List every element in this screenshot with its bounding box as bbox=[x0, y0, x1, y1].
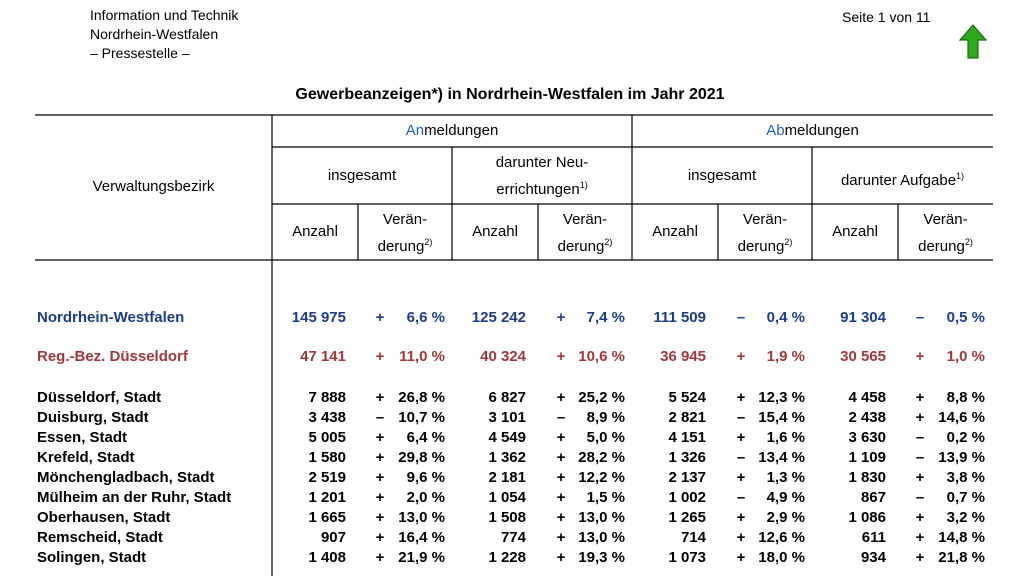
org-line-2: Nordrhein-Westfalen bbox=[90, 26, 219, 42]
cell-veraenderung: 13,4 % bbox=[758, 449, 805, 466]
cell-sign: – bbox=[915, 429, 925, 446]
cell-veraenderung: 25,2 % bbox=[578, 389, 625, 406]
cell-sign: – bbox=[556, 409, 566, 426]
cell-anzahl: 145 975 bbox=[291, 309, 346, 326]
cell-anzahl: 5 524 bbox=[668, 389, 706, 406]
cell-sign: – bbox=[915, 449, 925, 466]
cell-anzahl: 867 bbox=[860, 489, 886, 506]
cell-veraenderung: 2,0 % bbox=[406, 489, 445, 506]
header-anzahl: Anzahl bbox=[472, 223, 518, 240]
cell-anzahl: 2 137 bbox=[668, 469, 706, 486]
cell-sign: + bbox=[736, 549, 746, 566]
cell-veraenderung: 1,3 % bbox=[766, 469, 805, 486]
cell-veraenderung: 8,9 % bbox=[586, 409, 625, 426]
cell-anzahl: 111 509 bbox=[653, 309, 706, 326]
cell-sign: + bbox=[556, 529, 566, 546]
cell-sign: – bbox=[375, 409, 385, 426]
cell-sign: + bbox=[736, 389, 746, 406]
cell-veraenderung: 13,9 % bbox=[938, 449, 985, 466]
an-prefix: An bbox=[405, 122, 425, 139]
cell-sign: + bbox=[556, 449, 566, 466]
cell-anzahl: 2 519 bbox=[308, 469, 346, 486]
row-name: Mönchengladbach, Stadt bbox=[37, 469, 215, 486]
cell-sign: – bbox=[736, 309, 746, 326]
cell-anzahl: 30 565 bbox=[840, 348, 886, 365]
ab-suffix: meldungen bbox=[784, 122, 859, 139]
table-row bbox=[0, 489, 1024, 509]
org-line-3: – Pressestelle – bbox=[90, 45, 190, 61]
cell-veraenderung: 11,0 % bbox=[399, 348, 445, 365]
cell-veraenderung: 16,4 % bbox=[398, 529, 445, 546]
table-row bbox=[0, 549, 1024, 569]
cell-veraenderung: 7,4 % bbox=[586, 309, 625, 326]
row-name: Remscheid, Stadt bbox=[37, 529, 163, 546]
cell-anzahl: 1 362 bbox=[488, 449, 526, 466]
header-verwaltungsbezirk: Verwaltungsbezirk bbox=[92, 178, 215, 195]
cell-sign: + bbox=[375, 309, 385, 326]
row-name: Duisburg, Stadt bbox=[37, 409, 149, 426]
cell-sign: + bbox=[375, 348, 385, 365]
cell-anzahl: 1 830 bbox=[848, 469, 886, 486]
cell-veraenderung: 15,4 % bbox=[758, 409, 805, 426]
up-arrow-icon[interactable] bbox=[959, 24, 987, 60]
organization-block bbox=[90, 6, 238, 63]
cell-anzahl: 611 bbox=[861, 529, 886, 546]
cell-sign: + bbox=[915, 549, 925, 566]
cell-sign: – bbox=[736, 489, 746, 506]
cell-sign: + bbox=[556, 348, 566, 365]
org-line-1: Information und Technik bbox=[90, 7, 239, 23]
cell-sign: + bbox=[556, 389, 566, 406]
header-anmeldungen bbox=[272, 120, 632, 142]
cell-anzahl: 7 888 bbox=[308, 389, 346, 406]
header-veraenderung: Verän- derung$^{2)}$ bbox=[377, 211, 433, 255]
cell-veraenderung: 26,8 % bbox=[398, 389, 445, 406]
cell-sign: + bbox=[736, 348, 746, 365]
cell-anzahl: 1 508 bbox=[488, 509, 526, 526]
cell-veraenderung: 14,6 % bbox=[938, 409, 985, 426]
row-name: Mülheim an der Ruhr, Stadt bbox=[37, 489, 232, 506]
cell-veraenderung: 21,9 % bbox=[398, 549, 445, 566]
cell-sign: + bbox=[736, 509, 746, 526]
cell-veraenderung: 2,9 % bbox=[766, 509, 805, 526]
cell-anzahl: 1 408 bbox=[308, 549, 346, 566]
table-row bbox=[0, 389, 1024, 409]
cell-sign: – bbox=[915, 489, 925, 506]
cell-anzahl: 4 549 bbox=[488, 429, 526, 446]
table-row bbox=[0, 409, 1024, 429]
cell-anzahl: 1 326 bbox=[668, 449, 706, 466]
cell-veraenderung: 3,2 % bbox=[946, 509, 985, 526]
cell-anzahl: 4 458 bbox=[848, 389, 886, 406]
cell-anzahl: 5 005 bbox=[308, 429, 346, 446]
cell-sign: + bbox=[375, 549, 385, 566]
cell-veraenderung: 8,8 % bbox=[946, 389, 985, 406]
cell-anzahl: 714 bbox=[680, 529, 706, 546]
cell-veraenderung: 1,6 % bbox=[766, 429, 805, 446]
cell-veraenderung: 0,2 % bbox=[946, 429, 985, 446]
row-name: Oberhausen, Stadt bbox=[37, 509, 171, 526]
header-an-neuerrichtungen: darunter Neu- errichtungen$^{1)}$ bbox=[495, 154, 589, 198]
page-number: Seite 1 von 11 bbox=[842, 9, 931, 25]
cell-anzahl: 1 054 bbox=[488, 489, 526, 506]
cell-anzahl: 1 109 bbox=[848, 449, 886, 466]
an-suffix: meldungen bbox=[424, 122, 499, 139]
table-row bbox=[0, 529, 1024, 549]
header-veraenderung: Verän- derung$^{2)}$ bbox=[557, 211, 613, 255]
cell-veraenderung: 19,3 % bbox=[578, 549, 625, 566]
cell-veraenderung: 21,8 % bbox=[938, 549, 985, 566]
cell-veraenderung: 1,0 % bbox=[946, 348, 985, 365]
row-name: Düsseldorf, Stadt bbox=[37, 389, 162, 406]
table-row bbox=[0, 429, 1024, 449]
cell-sign: + bbox=[375, 509, 385, 526]
cell-veraenderung: 3,8 % bbox=[946, 469, 985, 486]
cell-sign: + bbox=[375, 469, 385, 486]
cell-veraenderung: 10,7 % bbox=[398, 409, 445, 426]
cell-veraenderung: 29,8 % bbox=[398, 449, 445, 466]
row-name: Krefeld, Stadt bbox=[37, 449, 135, 466]
header-veraenderung: Verän- derung$^{2)}$ bbox=[737, 211, 793, 255]
cell-veraenderung: 5,0 % bbox=[586, 429, 625, 446]
cell-sign: + bbox=[556, 509, 566, 526]
header-an-insgesamt: insgesamt bbox=[327, 167, 397, 184]
cell-anzahl: 2 821 bbox=[668, 409, 706, 426]
cell-veraenderung: 14,8 % bbox=[938, 529, 985, 546]
cell-anzahl: 36 945 bbox=[660, 348, 706, 365]
table-row bbox=[0, 509, 1024, 529]
cell-anzahl: 1 201 bbox=[308, 489, 346, 506]
cell-anzahl: 91 304 bbox=[840, 309, 886, 326]
cell-anzahl: 40 324 bbox=[480, 348, 526, 365]
cell-anzahl: 1 002 bbox=[668, 489, 706, 506]
cell-veraenderung: 6,4 % bbox=[406, 429, 445, 446]
cell-veraenderung: 0,4 % bbox=[766, 309, 805, 326]
cell-sign: + bbox=[736, 529, 746, 546]
cell-anzahl: 125 242 bbox=[471, 309, 526, 326]
cell-veraenderung: 13,0 % bbox=[398, 509, 445, 526]
cell-veraenderung: 10,6 % bbox=[578, 348, 625, 365]
cell-anzahl: 1 228 bbox=[488, 549, 526, 566]
row-name: Essen, Stadt bbox=[37, 429, 128, 446]
cell-sign: – bbox=[736, 449, 746, 466]
cell-veraenderung: 1,9 % bbox=[766, 348, 805, 365]
cell-anzahl: 47 141 bbox=[300, 348, 346, 365]
table-row bbox=[0, 348, 1024, 368]
header-abmeldungen bbox=[632, 120, 993, 142]
cell-sign: + bbox=[375, 489, 385, 506]
cell-sign: + bbox=[556, 549, 566, 566]
cell-anzahl: 6 827 bbox=[488, 389, 526, 406]
cell-anzahl: 3 438 bbox=[308, 409, 346, 426]
cell-sign: + bbox=[915, 469, 925, 486]
cell-veraenderung: 12,2 % bbox=[578, 469, 625, 486]
cell-veraenderung: 13,0 % bbox=[578, 509, 625, 526]
cell-sign: – bbox=[736, 409, 746, 426]
cell-anzahl: 1 073 bbox=[668, 549, 706, 566]
cell-sign: + bbox=[915, 529, 925, 546]
row-name: Solingen, Stadt bbox=[37, 549, 147, 566]
cell-sign: + bbox=[375, 429, 385, 446]
cell-veraenderung: 0,7 % bbox=[946, 489, 985, 506]
row-name: Reg.-Bez. Düsseldorf bbox=[37, 348, 188, 365]
cell-anzahl: 3 101 bbox=[488, 409, 526, 426]
cell-anzahl: 774 bbox=[500, 529, 526, 546]
header-anzahl: Anzahl bbox=[652, 223, 698, 240]
cell-veraenderung: 9,6 % bbox=[406, 469, 445, 486]
cell-sign: + bbox=[915, 509, 925, 526]
cell-sign: + bbox=[556, 309, 566, 326]
cell-sign: + bbox=[375, 449, 385, 466]
cell-anzahl: 907 bbox=[320, 529, 346, 546]
cell-anzahl: 1 086 bbox=[848, 509, 886, 526]
cell-sign: + bbox=[556, 429, 566, 446]
header-veraenderung: Verän- derung$^{2)}$ bbox=[918, 211, 973, 255]
cell-veraenderung: 0,5 % bbox=[946, 309, 985, 326]
cell-anzahl: 934 bbox=[860, 549, 886, 566]
cell-anzahl: 4 151 bbox=[668, 429, 706, 446]
table-row bbox=[0, 449, 1024, 469]
row-name: Nordrhein-Westfalen bbox=[37, 309, 185, 326]
cell-anzahl: 3 630 bbox=[848, 429, 886, 446]
cell-sign: + bbox=[375, 389, 385, 406]
header-ab-aufgabe: darunter Aufgabe$^{1)}$ bbox=[840, 171, 965, 189]
ab-prefix: Ab bbox=[766, 122, 785, 139]
cell-anzahl: 2 181 bbox=[488, 469, 526, 486]
cell-veraenderung: 12,6 % bbox=[758, 529, 805, 546]
header-ab-insgesamt: insgesamt bbox=[687, 167, 757, 184]
cell-sign: + bbox=[736, 469, 746, 486]
cell-anzahl: 1 265 bbox=[668, 509, 706, 526]
cell-veraenderung: 13,0 % bbox=[578, 529, 625, 546]
cell-sign: + bbox=[736, 429, 746, 446]
cell-veraenderung: 28,2 % bbox=[578, 449, 625, 466]
header-anzahl: Anzahl bbox=[832, 223, 878, 240]
cell-veraenderung: 1,5 % bbox=[586, 489, 625, 506]
table-row bbox=[0, 309, 1024, 329]
cell-anzahl: 1 665 bbox=[308, 509, 346, 526]
cell-anzahl: 1 580 bbox=[308, 449, 346, 466]
cell-sign: + bbox=[915, 389, 925, 406]
cell-sign: + bbox=[556, 489, 566, 506]
cell-veraenderung: 18,0 % bbox=[758, 549, 805, 566]
document-title: Gewerbeanzeigen*) in Nordrhein-Westfalen im Jahr 2021 bbox=[295, 86, 725, 103]
table-row bbox=[0, 469, 1024, 489]
cell-sign: + bbox=[915, 409, 925, 426]
cell-veraenderung: 4,9 % bbox=[766, 489, 805, 506]
cell-anzahl: 2 438 bbox=[848, 409, 886, 426]
header-anzahl: Anzahl bbox=[292, 223, 338, 240]
cell-sign: – bbox=[915, 309, 925, 326]
cell-sign: + bbox=[915, 348, 925, 365]
cell-sign: + bbox=[375, 529, 385, 546]
cell-veraenderung: 12,3 % bbox=[758, 389, 805, 406]
cell-sign: + bbox=[556, 469, 566, 486]
cell-veraenderung: 6,6 % bbox=[406, 309, 445, 326]
